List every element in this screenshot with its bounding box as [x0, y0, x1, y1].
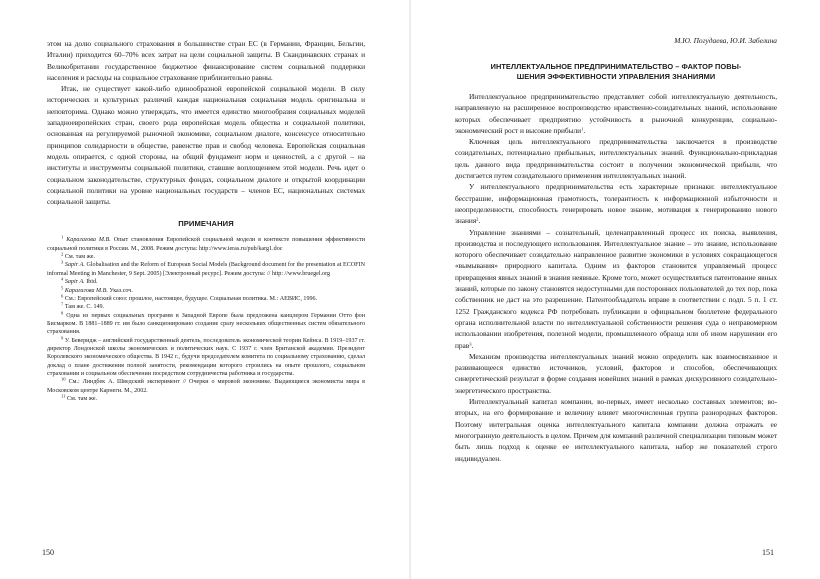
paragraph-text: У интеллектуального предпринимательства есть характерные признаки: интеллектуальное бесстрашие, информационная грамотность, толерантность к информационной избыточности и неопределенности, способность генерировать новое знание, мотивация к генерированию нового знания — [455, 182, 777, 226]
footnote-text: См.: Линдбек А. Шведский эксперимент // Очерки о мировой экономике. Выдающиеся экономисты мира в Московском центре Карнеги. М., 2002. — [47, 379, 365, 394]
footnote-number: 7 — [61, 301, 64, 307]
paragraph — [455, 136, 777, 181]
footnote-text: Globalisation and the Reform of European Social Models (Background document for the presentation at ECOFIN informal Meeting in Manchester, 9 Sept. 2005) [Электронный ресурс]. Режим доступа: // http: //www.bruegel.org — [47, 262, 365, 277]
footnote-number: 8 — [61, 310, 64, 316]
footnote — [47, 261, 365, 278]
paragraph — [455, 91, 777, 136]
paragraph — [455, 227, 777, 351]
footnote — [47, 295, 365, 303]
footnote — [47, 312, 365, 337]
page-number: 150 — [42, 548, 54, 557]
footnote-number: 6 — [61, 293, 64, 299]
paragraph-text: Механизм производства интеллектуальных знаний можно определить как взаимосвязанное и развивающееся единство источников, условий, факторов и способов, обеспечивающих синергетический результат в форме создания новейших знаний в рамках дискурсивного созидательно-энергетического пространства. — [455, 351, 777, 395]
footnote-text: У. Беверидж – английский государственный деятель, последователь экономической теории Кейнса. В 1919–1937 гг. директор Лондонской школы экономических и политических наук. С 1937 г. член Британской академии. Президент Королевского экономического общества. В 1942 г., будучи председателем комитета по социальному страхованию, сделал доклад о плане достижения полной занятости, рекомендации которого строились на опыте прошлого, социальном страховании и социальном обеспечении посредством сотрудничества работника и государства. — [47, 337, 365, 377]
footnote-author: Карагагова М.В. — [64, 287, 108, 294]
footnote-number: 1 — [61, 234, 64, 240]
footnote-text: Одна из первых социальных программ в Западной Европе была предложена канцлером Германии Отто фон Бисмарком. В 1881–1889 гг. им было санкционировано создание сразу нескольких общественных систем обязательного страхования. — [47, 312, 365, 336]
footnote-text: См. там же. — [65, 395, 98, 402]
notes-heading: ПРИМЕЧАНИЯ — [178, 219, 234, 229]
footnote-text: Там же. С. 149. — [63, 304, 105, 311]
right-page — [410, 0, 820, 579]
article-title-line: ШЕНИЯ ЭФФЕКТИВНОСТИ УПРАВЛЕНИЯ ЗНАНИЯМИ — [516, 72, 716, 81]
footnote-ref: 2 — [476, 216, 479, 222]
footnote-text: Опыт становления Европейской социальной модели в контексте повышения эффективности социальной политики в России. М., 2008. Режим доступа: http://www.ieras.ru/pub/karg1.doc — [47, 237, 365, 252]
paragraph-text: Управление знаниями – сознательный, целенаправленный процесс их поиска, выявления, производства и последующего использования. Интеллектуальное знание – это знание, использование которого обеспечивает созидательно направленное развитие экономики в условиях сокращающегося «вымывания» природного капитала. Одним из факторов становится управляемый процесс превращения явных знаний в знания неявные. Кроме того, может осуществляться патентование явных знаний, которые по закону становятся недоступными для посторонних пользователей до тех пор, пока собственник не даст на это разрешение. Патентообладатель вправе в соответствии с подп. 5 п. 1 ст. 1252 Гражданского кодекса РФ потребовать публикации в официальном бюллетене федерального органа исполнительной власти по интеллектуальной собственности решения суда о неправомерном использовании изобретения, полезной модели, промышленного образца или об ином нарушении его прав — [455, 227, 777, 350]
paragraph — [455, 181, 777, 226]
paragraph-tail: . — [583, 125, 586, 135]
footnote-text: См. там же. — [63, 254, 95, 261]
footnote — [47, 287, 365, 295]
footnote-ref: 1 — [581, 126, 584, 132]
page-number: 151 — [762, 548, 774, 557]
paragraph-tail: . — [478, 216, 481, 226]
footnote — [47, 278, 365, 286]
footnote-author: Sapir A. — [64, 262, 85, 269]
footnote-text: Указ.соч. — [107, 287, 133, 294]
right-column — [455, 62, 777, 464]
article-title — [455, 62, 777, 82]
footnote-author: Карагагова М.В. — [66, 237, 111, 244]
footnote — [47, 236, 365, 253]
paragraph — [455, 351, 777, 396]
paragraph — [455, 396, 777, 464]
footnote-text: См.: Европейский союз: прошлое, настоящее, будущее. Социальная политика. М.: АЕВИС, 1996. — [63, 295, 318, 302]
paragraph: этом на долю социального страхования в большинстве стран ЕС (в Германии, Франции, Бельгии, Италии) приходится 60–70% всех затрат на цели социальной защиты. В Скандинавских странах и Великобритании государственное бюджетное финансирование систем социальной поддержки населения и расходы на социальное страхование приблизительно равны. — [47, 39, 365, 82]
paragraph-text: Интеллектуальное предпринимательство представляет собой интеллектуальную деятельность, направленную на расширенное воспроизводство нравственно-созидательных знаний, использование которых обеспечивает предприятию устойчивость в рыночной конкуренции, социально-экономический рост и высокие прибыли — [455, 92, 777, 135]
footnote — [47, 253, 365, 261]
footnote-ref: 3 — [469, 341, 472, 347]
paragraph: Итак, не существует какой-либо единообразной европейской социальной модели. В силу исторических и культурных различий каждая национальная социальная модель оригинальна и неповторима. Однако можно утверждать, что имеется единство многообразия социальных моделей западноевропейских стран, своего рода европейская модель общества и социальной политики, основанная на регулируемой рыночной экономике, социальном диалоге, консенсусе относительно принципов солидарности в обществе, равенстве прав и свобод человека. Европейская социальная модель опирается, с одной стороны, на общий фундамент норм и ценностей, а с другой – на институты и инструменты социальной политики, ставшие воплощением этой модели. Речь идет о социальном законодательстве, структурных фондах, социальном диалоге и открытой координации социальной политики на уровне национальных государств – членов ЕС, национальных системах социальной защиты. — [47, 84, 365, 207]
article-title-line: ИНТЕЛЛЕКТУАЛЬНОЕ ПРЕДПРИНИМАТЕЛЬСТВО – ФАКТОР ПОВЫ- — [490, 62, 742, 71]
running-header: М.Ю. Погудаева, Ю.И. Забелина — [674, 36, 777, 45]
footnote — [47, 378, 365, 395]
paragraph-tail: . — [471, 340, 474, 350]
paragraph-text: Интеллектуальный капитал компании, во-первых, имеет несколько составных элементов; во-вторых, на его формирование и величину влияет многочисленная группа разнородных факторов. Поэтому интегральная оценка интеллектуального капитала компании должна отражать ее многогранную деятельность в целом. Причем для компаний различной специализации типовым может быть лишь подход к оценке ее интеллектуального капитала, набор же показателей строго индивидуален. — [455, 397, 777, 463]
left-column — [47, 38, 365, 403]
footnote-number: 9 — [61, 335, 64, 341]
footnote — [47, 337, 365, 379]
footnote-author: Sapir A. — [64, 279, 85, 286]
footnote-number: 3 — [61, 259, 64, 265]
footnote-text: Ibid. — [84, 279, 98, 286]
footnote-number: 2 — [61, 251, 64, 257]
footnote-number: 5 — [61, 285, 64, 291]
footnote-number: 11 — [61, 393, 66, 399]
notes-list — [47, 236, 365, 403]
footnote — [47, 395, 365, 403]
footnote — [47, 303, 365, 311]
footnote-number: 4 — [61, 276, 64, 282]
footnote-number: 10 — [61, 376, 66, 382]
paragraph-text: Ключевая цель интеллектуального предпринимательства заключается в производстве созидательных, потенциально прибыльных, интеллектуальных знаний. Функционально-прикладная цель данного вида предпринимательства состоит в получении экономической прибыли, что достигается путем созидательного применения интеллектуальных знаний. — [455, 137, 777, 181]
